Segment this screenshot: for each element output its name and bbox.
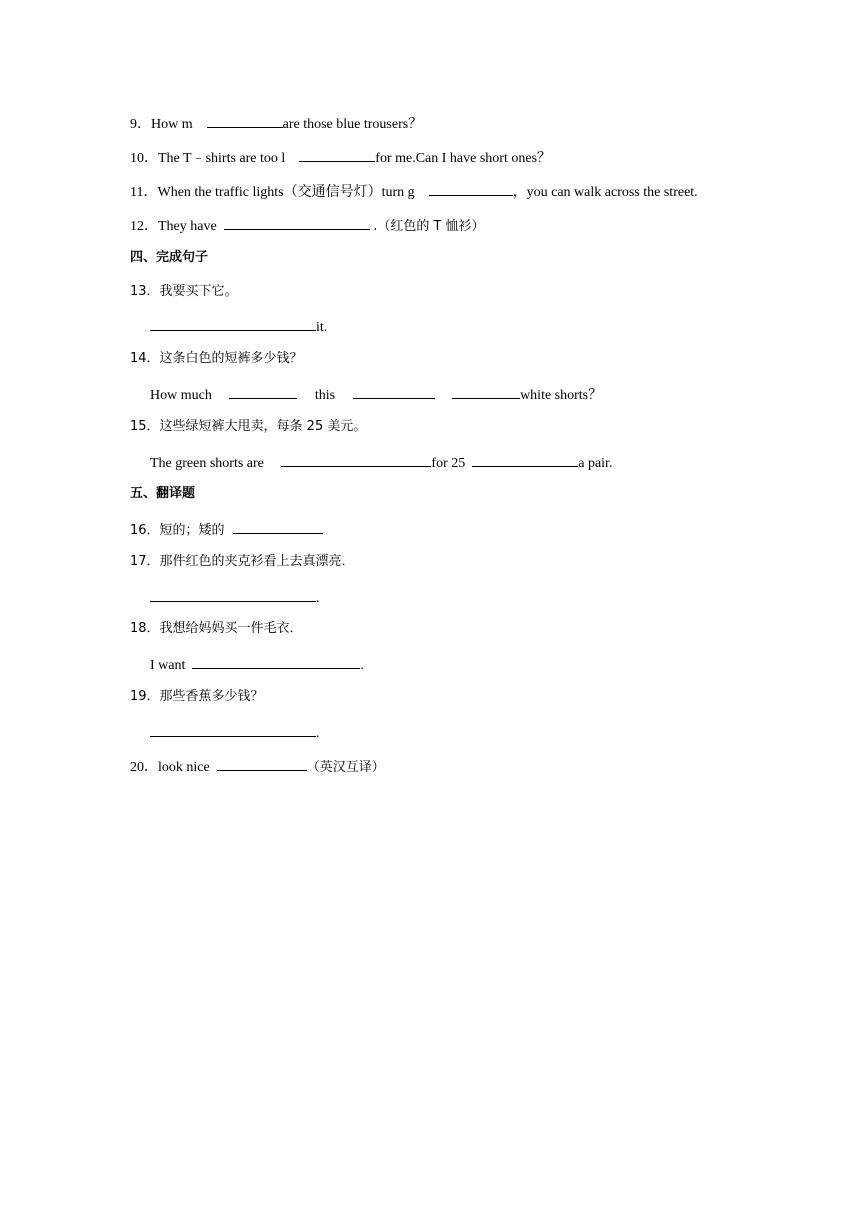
question-number: 14． <box>130 351 160 366</box>
answer-blank[interactable] <box>224 215 370 230</box>
question-number: 11． <box>130 185 158 200</box>
answer-blank[interactable] <box>452 384 520 399</box>
question-number: 13． <box>130 284 160 299</box>
answer-text: a pair. <box>578 456 613 471</box>
answer-line-19 <box>150 722 320 743</box>
question-prompt: 我想给妈妈买一件毛衣． <box>159 621 303 636</box>
answer-blank[interactable] <box>150 587 316 602</box>
question-text: The T﹣shirts are too l <box>158 151 286 166</box>
question-14 <box>130 350 303 368</box>
question-number: 12． <box>130 219 158 234</box>
question-prompt: 那些香蕉多少钱？ <box>159 689 264 704</box>
answer-blank[interactable] <box>207 113 283 128</box>
question-number: 18． <box>130 621 160 636</box>
question-number: 10． <box>130 151 158 166</box>
section-heading-4: 四、完成句子 <box>130 250 209 265</box>
answer-text: this <box>314 388 336 403</box>
question-15 <box>130 418 366 436</box>
question-number: 9． <box>130 117 151 132</box>
question-hint: .（红色的 T 恤衫） <box>373 219 485 234</box>
question-prompt: 短的；矮的 <box>159 523 225 538</box>
answer-blank[interactable] <box>281 452 431 467</box>
question-20 <box>130 756 385 777</box>
question-text: They have <box>158 219 217 234</box>
answer-blank[interactable] <box>233 519 323 534</box>
question-13 <box>130 283 238 301</box>
question-prompt: 那件红色的夹克衫看上去真漂亮． <box>159 554 355 569</box>
question-hint: （英汉互译） <box>306 760 385 775</box>
question-prompt: 这条白色的短裤多少钱？ <box>159 351 303 366</box>
question-prompt: 我要买下它。 <box>159 284 238 299</box>
question-number: 17． <box>130 554 160 569</box>
answer-tail: . <box>316 726 320 741</box>
question-18 <box>130 620 303 638</box>
question-text: When the traffic lights（交通信号灯）turn g <box>157 185 415 200</box>
question-text: for me.Can I have short ones？ <box>375 151 552 166</box>
answer-tail: . <box>316 591 320 606</box>
answer-blank[interactable] <box>429 181 513 196</box>
answer-tail: it. <box>316 320 328 335</box>
question-12 <box>130 215 485 236</box>
answer-blank[interactable] <box>229 384 297 399</box>
answer-blank[interactable] <box>217 756 307 771</box>
answer-blank[interactable] <box>150 316 316 331</box>
question-9 <box>130 113 422 134</box>
answer-line-13 <box>150 316 327 337</box>
answer-blank[interactable] <box>299 147 375 162</box>
question-17 <box>130 553 355 571</box>
answer-text: for 25 <box>431 456 466 471</box>
question-number: 16． <box>130 523 160 538</box>
answer-blank[interactable] <box>472 452 578 467</box>
answer-blank[interactable] <box>150 722 316 737</box>
answer-line-15 <box>150 452 612 473</box>
question-text: look nice <box>158 760 210 775</box>
answer-line-18 <box>150 654 364 675</box>
answer-blank[interactable] <box>353 384 435 399</box>
question-10 <box>130 147 551 168</box>
question-11 <box>130 181 698 202</box>
answer-text: white shorts？ <box>520 388 603 403</box>
question-number: 19． <box>130 689 160 704</box>
answer-line-14 <box>150 384 602 405</box>
answer-blank[interactable] <box>192 654 360 669</box>
question-16 <box>130 519 323 540</box>
question-text: are those blue trousers？ <box>282 117 423 132</box>
answer-tail: . <box>360 658 364 673</box>
question-text: How m <box>151 117 193 132</box>
question-prompt: 这些绿短裤大甩卖，每条 25 美元。 <box>159 419 367 434</box>
question-text: ，you can walk across the street. <box>512 185 698 200</box>
question-number: 15． <box>130 419 160 434</box>
answer-text: The green shorts are <box>150 456 264 471</box>
answer-text: I want <box>150 658 186 673</box>
question-number: 20． <box>130 760 158 775</box>
answer-line-17 <box>150 587 320 608</box>
section-heading-5: 五、翻译题 <box>130 486 196 501</box>
question-19 <box>130 688 264 706</box>
answer-text: How much <box>150 388 212 403</box>
